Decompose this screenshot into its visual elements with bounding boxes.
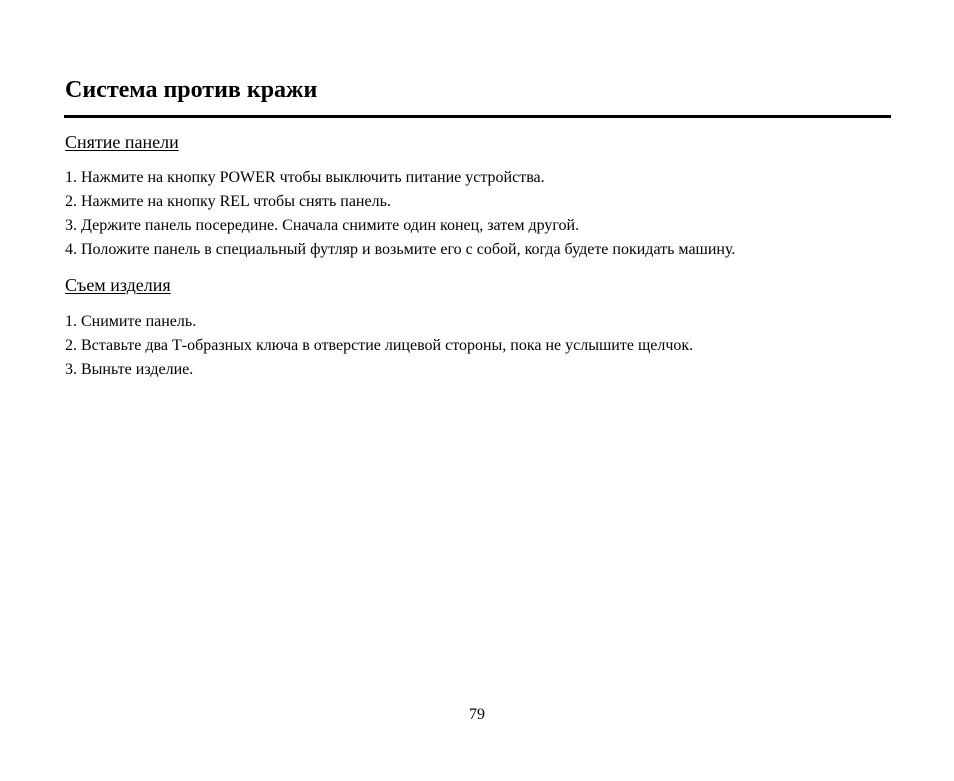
panel-removal-steps [65, 166, 735, 262]
page-title: Система против кражи [65, 77, 318, 103]
unit-removal-steps [65, 310, 693, 382]
list-item: 2. Вставьте два Т-образных ключа в отверстие лицевой стороны, пока не услышите щелчок. [65, 337, 694, 354]
title-divider [64, 115, 891, 118]
list-item: 2. Нажмите на кнопку REL чтобы снять панель. [65, 193, 391, 210]
list-item: 4. Положите панель в специальный футляр и возьмите его с собой, когда будете покидать машину. [65, 241, 736, 258]
list-item: 3. Выньте изделие. [65, 361, 194, 378]
list-item: 1. Нажмите на кнопку POWER чтобы выключить питание устройства. [65, 169, 545, 186]
section-heading-panel-removal: Снятие панели [65, 132, 179, 152]
page-number: 79 [469, 706, 485, 723]
section-heading-unit-removal: Съем изделия [65, 275, 171, 295]
list-item: 1. Снимите панель. [65, 313, 197, 330]
list-item: 3. Держите панель посередине. Сначала снимите один конец, затем другой. [65, 217, 580, 234]
